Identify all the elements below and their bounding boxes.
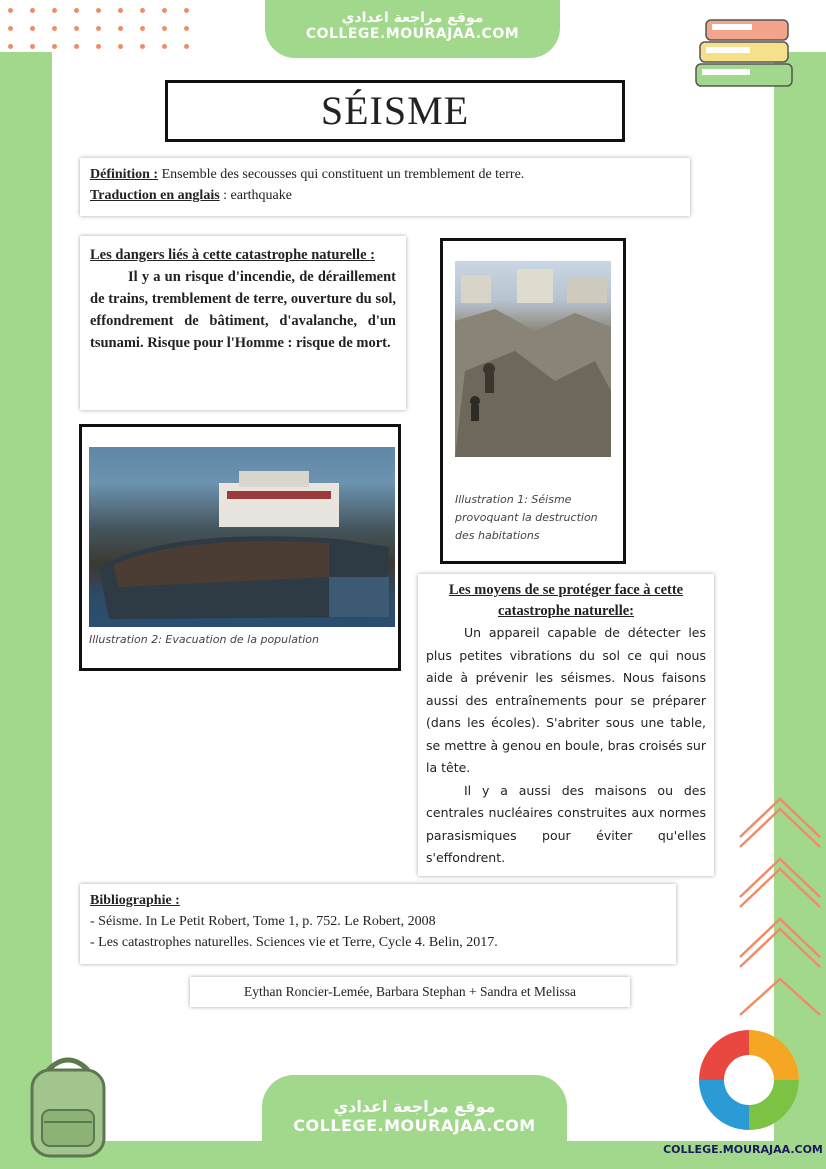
bibliography-item: - Séisme. In Le Petit Robert, Tome 1, p. 752. Le Robert, 2008 (90, 914, 436, 929)
illustration-2 (79, 424, 401, 671)
dangers-text: Il y a un risque d'incendie, de déraillement de trains, tremblement de terre, ouverture du sol, effondrement de bâtiment, d'avalanche, d'un tsunami. Risque pour l'Homme : risque de mort. (90, 269, 396, 351)
dangers-heading: Les dangers liés à cette catastrophe naturelle : (90, 247, 375, 263)
definition-box (80, 158, 690, 216)
earthquake-destruction-photo (455, 261, 611, 457)
illustration-1 (440, 238, 626, 564)
translation-label: Traduction en anglais (90, 188, 220, 203)
backpack-icon (18, 1050, 118, 1160)
document-title: SÉISME (320, 88, 470, 133)
college-mourajaa-logo-icon (694, 1020, 804, 1162)
definition-label: Définition : (90, 167, 159, 182)
site-arabic-name: موقع مراجعة اعدادي (341, 10, 484, 26)
dangers-box (80, 236, 406, 410)
protection-text-1: Un appareil capable de détecter les plus petites vibrations du sol ce qui nous aide à prévenir les séismes. Nous faisons aussi des entraînements pour se préparer (dans les écoles). S'abriter sous une table, se mettre à genou en boule, bras croisés sur la tête. (426, 625, 706, 775)
authors-text: Eythan Roncier-Lemée, Barbara Stephan + Sandra et Melissa (244, 984, 576, 999)
books-icon (694, 14, 804, 94)
protection-box (418, 574, 714, 876)
site-url[interactable]: COLLEGE.MOURAJAA.COM (305, 26, 520, 42)
bibliography-box (80, 884, 676, 964)
site-banner-bottom[interactable] (262, 1075, 567, 1169)
evacuation-ship-photo (89, 447, 395, 627)
definition-text: Ensemble des secousses qui constituent un tremblement de terre. (161, 167, 525, 182)
decorative-dots (8, 8, 198, 52)
illustration-2-caption: Illustration 2: Evacuation de la population (89, 633, 320, 646)
chevron-up-icons (730, 795, 825, 1025)
translation-text: : earthquake (223, 188, 292, 203)
protection-heading: Les moyens de se protéger face à cette catastrophe naturelle: (448, 582, 684, 619)
site-banner-top[interactable] (265, 0, 560, 58)
illustration-1-caption: Illustration 1: Séisme provoquant la destruction des habitations (455, 493, 598, 542)
authors-box (190, 977, 630, 1007)
document-title-box (165, 80, 625, 142)
frame-left (0, 0, 52, 1169)
protection-text-2: Il y a aussi des maisons ou des centrales nucléaires construites aux normes parasismiques pour éviter qu'elles s'effondrent. (426, 782, 706, 865)
logo-text: COLLEGE.MOURAJAA.COM (663, 1143, 823, 1156)
site-arabic-name-bottom: موقع مراجعة اعدادي (333, 1097, 496, 1116)
bibliography-item: - Les catastrophes naturelles. Sciences vie et Terre, Cycle 4. Belin, 2017. (90, 935, 498, 950)
site-url-bottom[interactable]: COLLEGE.MOURAJAA.COM (293, 1116, 536, 1135)
bibliography-label: Bibliographie : (90, 893, 180, 908)
